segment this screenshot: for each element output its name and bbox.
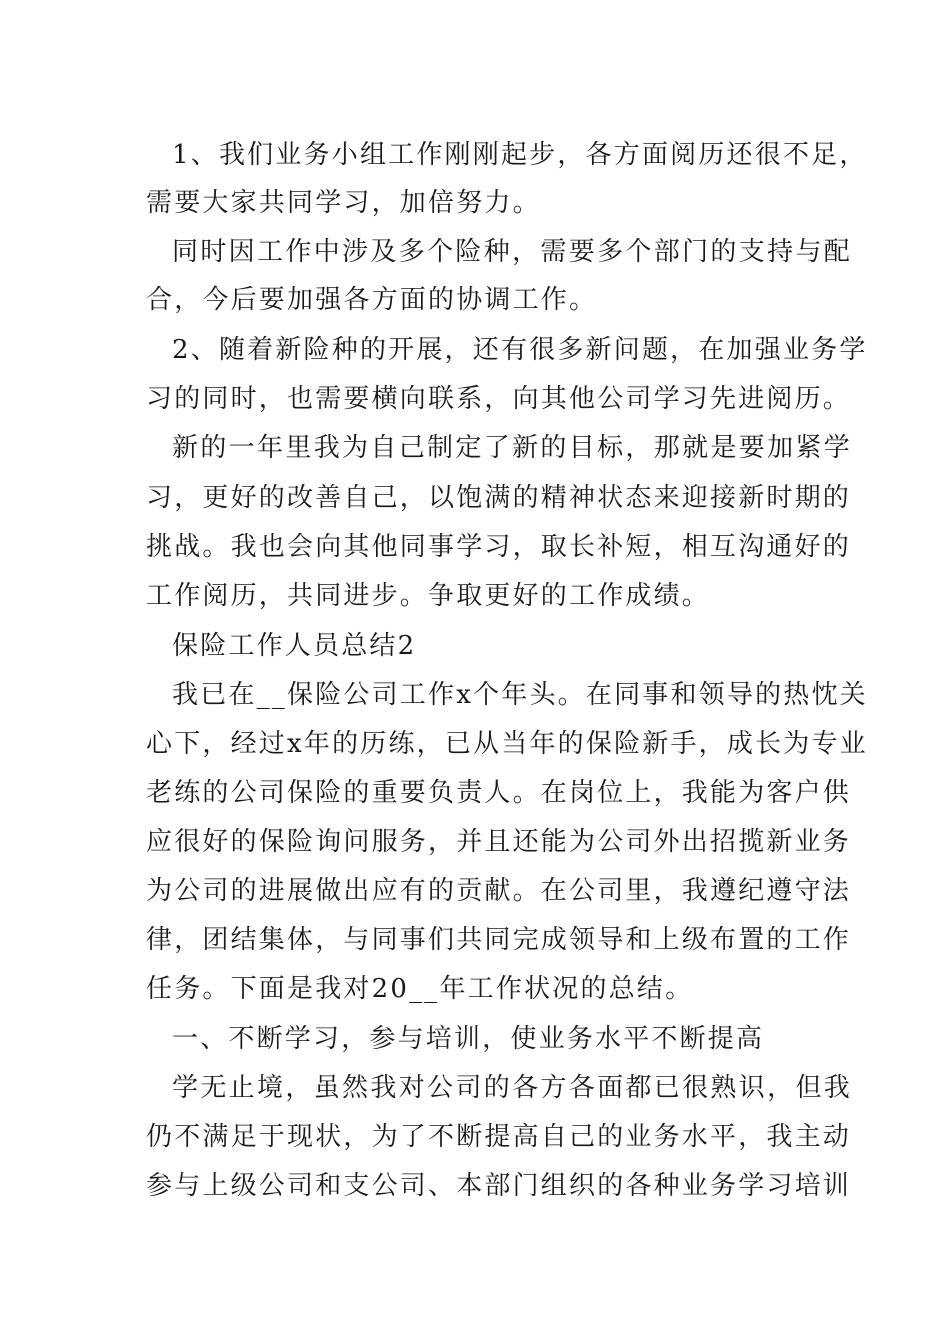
text-line: 2、随着新险种的开展，还有很多新问题，在加强业务学 [172,335,868,365]
text-line: 新的一年里我为自己制定了新的目标，那就是要加紧学 [172,433,852,463]
section-title: 保险工作人员总结2 [172,631,417,661]
text-line: 参与上级公司和支公司、本部门组织的各种业务学习培训 [146,1171,852,1201]
text-line: 老练的公司保险的重要负责人。在岗位上，我能为客户供 [146,778,852,808]
text-line: 工作阅历，共同进步。争取更好的工作成绩。 [146,581,711,611]
section-heading: 一、不断学习，参与培训，使业务水平不断提高 [172,1024,765,1054]
text-line: 心下，经过x年的历练，已从当年的保险新手，成长为专业 [146,729,868,759]
text-line: 同时因工作中涉及多个险种，需要多个部门的支持与配 [172,237,852,267]
text-line: 律，团结集体，与同事们共同完成领导和上级布置的工作 [146,925,852,955]
text-line: 习的同时，也需要横向联系，向其他公司学习先进阅历。 [146,384,852,414]
text-line: 学无止境，虽然我对公司的各方各面都已很熟识，但我 [172,1073,852,1103]
text-line: 习，更好的改善自己，以饱满的精神状态来迎接新时期的 [146,483,852,513]
text-line: 合，今后要加强各方面的协调工作。 [146,285,598,315]
text-line: 需要大家共同学习，加倍努力。 [146,188,541,218]
text-line: 应很好的保险询问服务，并且还能为公司外出招揽新业务 [146,827,852,857]
text-line: 挑战。我也会向其他同事学习，取长补短，相互沟通好的 [146,532,852,562]
text-line: 我已在__保险公司工作x个年头。在同事和领导的热忱关 [172,680,868,710]
text-line: 为公司的进展做出应有的贡献。在公司里，我遵纪遵守法 [146,876,852,906]
text-line: 1、我们业务小组工作刚刚起步，各方面阅历还很不足， [172,140,868,170]
text-line: 任务。下面是我对20__年工作状况的总结。 [146,974,694,1004]
text-line: 仍不满足于现状，为了不断提高自己的业务水平，我主动 [146,1122,852,1152]
